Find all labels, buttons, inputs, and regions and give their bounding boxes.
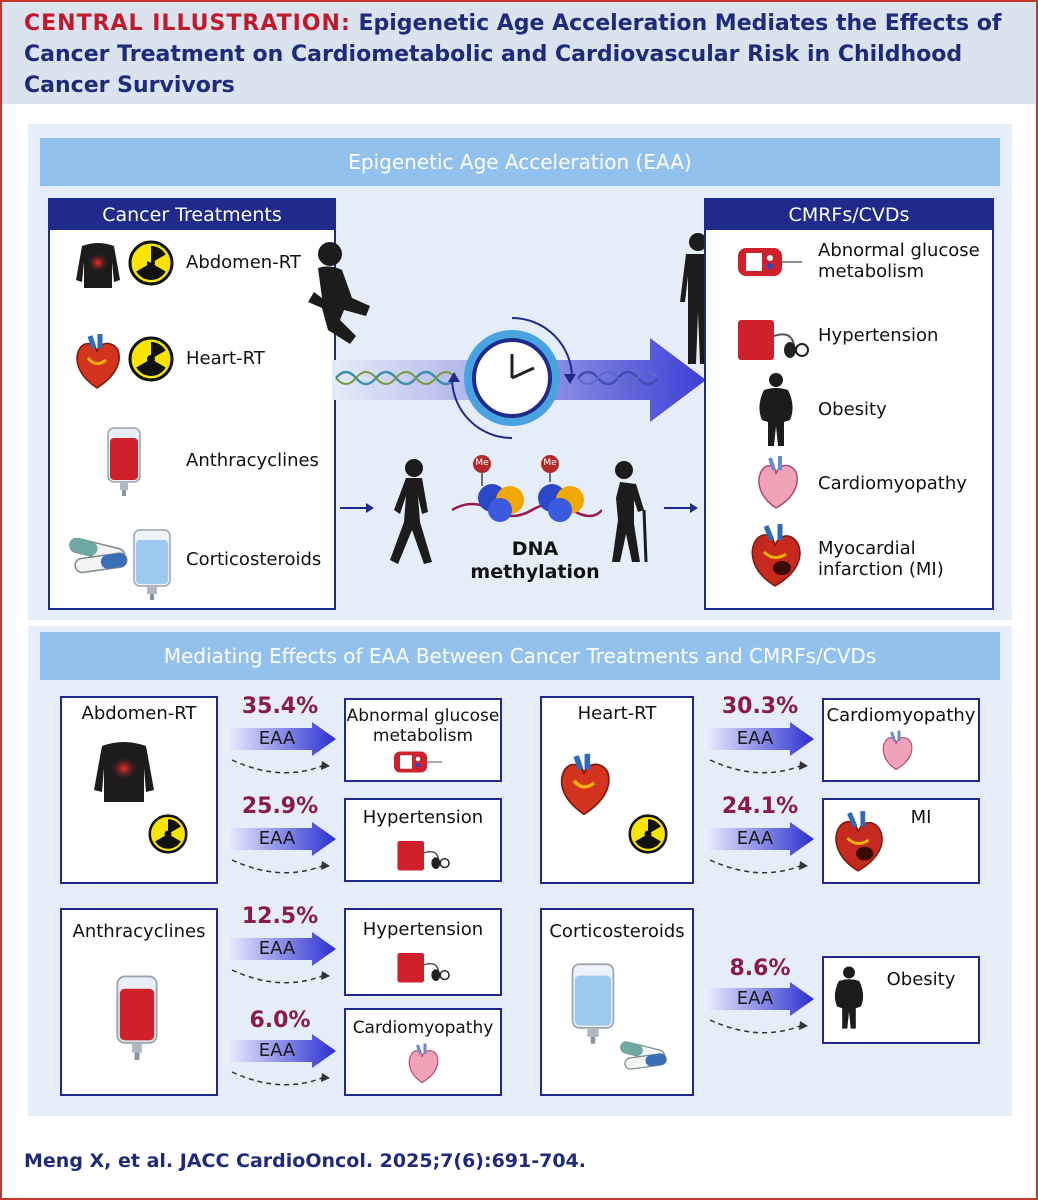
mediation-outcome-label: Abnormal glucose metabolism [346,706,500,746]
direct-effect-arrow [708,858,808,876]
torso-icon [74,240,122,290]
mediation-percent: 12.5% [241,904,319,929]
cardiomyopathy-heart-icon [752,454,800,510]
mediation-outcome-label: Cardiomyopathy [352,1018,494,1038]
iv-bag-icon [104,426,144,496]
glucose-meter-icon [736,246,804,278]
child-silhouette-icon [300,240,376,350]
direct-effect-arrow [708,1018,808,1036]
outcome-label-glucose: Abnormal glucose metabolism [818,240,980,282]
mediation-outcome-label: Cardiomyopathy [826,705,976,726]
direct-effect-arrow [230,858,330,876]
cardiomyopathy-heart-icon [404,1040,440,1086]
eaa-label: EAA [736,728,774,749]
citation: Meng X, et al. JACC CardioOncol. 2025;7(6):691-704. [24,1150,586,1172]
heart-icon [556,742,612,826]
eaa-label: EAA [258,828,296,849]
clock-icon [448,314,576,442]
outcome-label-obesity: Obesity [818,399,887,420]
outcome-label-cardiomyopathy: Cardiomyopathy [818,473,967,494]
obese-silhouette-icon [832,962,866,1034]
mediation-treatment-label: Corticosteroids [549,921,685,942]
figure-title [24,8,1014,101]
elderly-silhouette-icon [604,458,656,566]
mediation-treatment-label: Abdomen-RT [81,703,197,724]
eaa-label: EAA [258,728,296,749]
mediation-outcome-label: Obesity [886,969,956,990]
mediation-outcome-label: MI [910,807,932,828]
dna-methylation-label: DNA methylation [470,538,600,583]
figure-title-text: Epigenetic Age Acceleration Mediates the Effects of Cancer Treatment on Cardiometabolic and Cardiovascular Risk in Childhood Cancer Survivors [24,11,1002,98]
iv-bag-blue-icon [130,528,174,602]
eaa-label: EAA [736,988,774,1009]
cancer-treatments-title: Cancer Treatments [50,200,334,230]
treatment-label-abdomen-rt: Abdomen-RT [186,252,301,273]
small-arrow-icon [664,502,698,514]
radiation-icon [148,814,188,854]
direct-effect-arrow [708,758,808,776]
obese-silhouette-icon [756,372,796,448]
pills-icon [64,538,134,574]
mediation-treatment-label: Anthracyclines [72,921,206,942]
mi-heart-icon [746,522,804,588]
walking-woman-icon [384,458,440,568]
mediation-percent: 8.6% [729,956,791,981]
mediation-outcome-label: Hypertension [362,919,484,940]
mediation-percent: 35.4% [241,694,319,719]
eaa-label: EAA [258,1040,296,1061]
methyl-label: Me [543,458,557,468]
outcome-label-hypertension: Hypertension [818,325,939,346]
bp-cuff-icon [396,948,452,986]
radiation-icon [128,240,174,286]
mi-heart-icon [830,808,886,874]
pills-icon [616,1036,672,1076]
heart-icon [72,332,122,390]
eaa-bar: Epigenetic Age Acceleration (EAA) [40,138,1000,186]
mediation-outcome-label: Hypertension [362,807,484,828]
mediation-percent: 25.9% [241,794,319,819]
treatment-label-anthracyclines: Anthracyclines [186,450,319,471]
eaa-label: EAA [736,828,774,849]
direct-effect-arrow [230,1070,330,1088]
bp-cuff-icon [736,316,812,362]
outcomes-title: CMRFs/CVDs [706,200,992,230]
treatment-label-corticosteroids: Corticosteroids [186,549,322,570]
mediation-treatment-label: Heart-RT [577,703,657,724]
cardiomyopathy-heart-icon [878,728,914,772]
mediation-percent: 6.0% [249,1008,311,1033]
methyl-label: Me [475,458,489,468]
small-arrow-icon [340,502,374,514]
direct-effect-arrow [230,968,330,986]
radiation-icon [628,814,668,854]
iv-bag-blue-icon [568,962,618,1046]
glucose-meter-icon [390,750,446,774]
radiation-icon [128,336,174,382]
eaa-label: EAA [258,938,296,959]
treatment-label-heart-rt: Heart-RT [186,348,265,369]
mediation-percent: 30.3% [721,694,799,719]
outcome-label-mi: Myocardial infarction (MI) [818,538,944,580]
torso-icon [92,738,156,804]
bp-cuff-icon [396,836,452,874]
mediating-effects-bar: Mediating Effects of EAA Between Cancer Treatments and CMRFs/CVDs [40,632,1000,680]
direct-effect-arrow [230,758,330,776]
mediation-percent: 24.1% [721,794,799,819]
central-illustration-label: CENTRAL ILLUSTRATION: [24,11,351,36]
iv-bag-icon [112,974,162,1060]
